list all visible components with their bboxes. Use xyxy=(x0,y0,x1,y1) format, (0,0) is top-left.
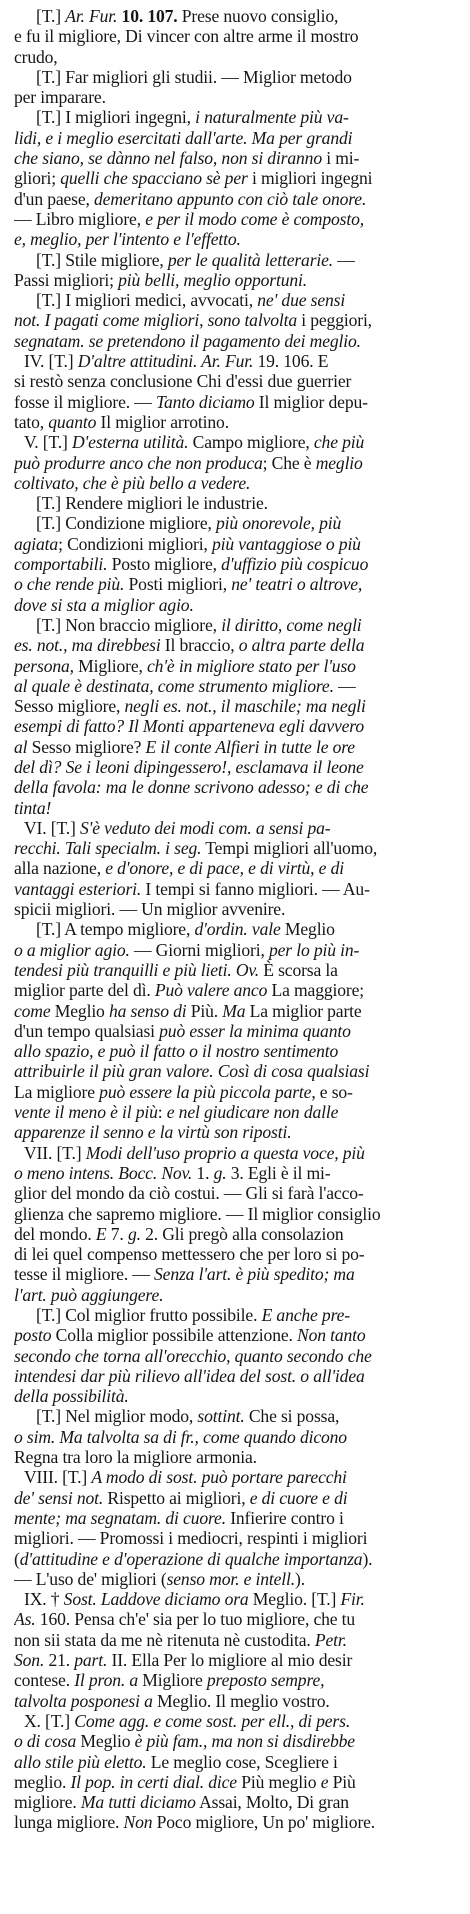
text-line xyxy=(14,1264,456,1284)
text-segment: — L'uso de' migliori ( xyxy=(14,1568,167,1589)
text-segment: o altra parte della xyxy=(238,635,365,656)
text-line xyxy=(14,148,456,168)
text-line xyxy=(14,1630,456,1650)
text-line xyxy=(14,1427,456,1447)
text-segment: i peggiori, xyxy=(297,310,372,331)
text-segment: Meglio xyxy=(280,919,335,940)
text-segment: al xyxy=(14,736,28,757)
text-segment: Assai, Molto, Di gran xyxy=(195,1792,349,1813)
text-segment: [T.] A tempo migliore, xyxy=(36,919,195,940)
text-segment: E anche pre- xyxy=(261,1305,350,1325)
text-segment: ). xyxy=(295,1568,306,1589)
text-segment: può esser la minima quanto xyxy=(159,1020,351,1041)
text-segment: Meglio xyxy=(50,1000,109,1021)
text-line xyxy=(14,1670,456,1690)
text-segment: che siano, se dànno nel falso, non si diranno xyxy=(14,148,322,169)
text-segment: d'attitudine e d'operazione di qualche importanza xyxy=(19,1548,363,1569)
text-segment: — Giorni migliori, xyxy=(129,939,269,960)
text-segment: vente il meno è il più xyxy=(14,1102,158,1123)
text-segment: I tempi si fanno migliori. — Au- xyxy=(141,878,370,899)
text-line xyxy=(14,1731,456,1751)
text-segment: è più fam., ma non si disdirebbe xyxy=(134,1731,355,1752)
text-segment: IV. [T.] xyxy=(24,351,78,372)
text-line xyxy=(14,1488,456,1508)
text-segment: più onorevole, più xyxy=(215,513,342,534)
text-segment: ne' due sensi xyxy=(257,290,346,311)
text-segment: e per il modo come è composto, xyxy=(145,208,364,229)
text-line xyxy=(14,1325,456,1345)
text-segment: Sesso migliore, xyxy=(14,696,125,717)
text-line xyxy=(14,554,456,574)
text-segment: Il pop. in certi dial. dice xyxy=(70,1771,237,1792)
text-segment: ch'è in migliore stato per l'uso xyxy=(147,655,356,676)
text-segment: La migliore xyxy=(14,1081,100,1102)
text-segment: esempi di fatto? Il Monti apparteneva egli davvero xyxy=(14,716,364,737)
text-line xyxy=(14,1224,456,1244)
text-segment: [T.] Non braccio migliore, xyxy=(36,614,222,635)
text-segment: VIII. [T.] xyxy=(24,1467,92,1488)
text-line xyxy=(14,858,456,878)
text-line xyxy=(14,595,456,615)
text-segment: — xyxy=(333,249,355,270)
text-segment: o di cosa xyxy=(14,1731,77,1752)
text-line xyxy=(14,229,456,249)
text-segment: Ar. Fur. xyxy=(65,6,118,26)
text-segment: 3. Egli è il mi- xyxy=(226,1162,331,1183)
text-segment: not. I pagati come migliori, sono talvolta xyxy=(14,310,298,331)
text-segment: migliori. — Promossi i mediocri, respinti i migliori xyxy=(14,1528,368,1549)
text-segment: crudo, xyxy=(14,46,58,67)
text-segment: Non tanto xyxy=(297,1325,366,1346)
text-segment: : xyxy=(157,1102,167,1123)
text-segment: Senza l'art. è più spedito; ma xyxy=(154,1264,355,1285)
text-segment: che più xyxy=(313,432,365,453)
text-segment: II. Ella Per lo migliore al mio desir xyxy=(107,1650,353,1671)
text-segment: demeritano appunto con ciò tale onore. xyxy=(94,188,367,209)
text-line xyxy=(14,1772,456,1792)
text-segment: del mondo. xyxy=(14,1223,96,1244)
text-segment: agiata xyxy=(14,533,59,554)
text-segment: [T.] Col miglior frutto possibile. xyxy=(36,1305,262,1325)
text-segment: d'un tempo qualsiasi xyxy=(14,1020,160,1041)
text-segment: o a miglior agio. xyxy=(14,939,130,960)
text-segment: vantaggi esteriori. xyxy=(14,878,142,899)
text-segment: S'è veduto dei modi com. a sensi pa- xyxy=(79,817,331,838)
text-line xyxy=(14,1122,456,1142)
text-line xyxy=(14,1102,456,1122)
text-segment: d'uffizio più cospicuo xyxy=(221,554,369,575)
text-segment: i migliori ingegni xyxy=(247,168,373,189)
text-segment: Passi migliori; xyxy=(14,269,119,290)
text-segment: Fir. xyxy=(340,1589,365,1610)
text-line xyxy=(14,1346,456,1366)
text-line xyxy=(14,290,456,310)
text-segment: V. [T.] xyxy=(24,432,72,453)
text-segment: E xyxy=(95,1223,107,1244)
text-segment: Son. xyxy=(14,1650,45,1671)
text-line xyxy=(14,1021,456,1041)
text-segment: o che rende più. xyxy=(14,574,125,595)
text-line xyxy=(14,310,456,330)
text-segment: allo stile più eletto. xyxy=(14,1751,147,1772)
text-segment: glior del mondo da ciò costui. — Gli si farà l'acco- xyxy=(14,1183,364,1204)
text-segment: Meglio. [T.] xyxy=(248,1589,341,1610)
text-segment: g. xyxy=(213,1162,227,1183)
text-segment: tato, xyxy=(14,411,49,432)
text-segment: Sesso migliore? xyxy=(27,736,146,757)
text-line xyxy=(14,1406,456,1426)
text-line xyxy=(14,209,456,229)
text-segment: e fu il migliore, Di vincer con altre arme il mostro xyxy=(14,26,359,47)
text-segment: Prese nuovo consiglio, xyxy=(177,6,339,26)
text-segment: IX. † xyxy=(24,1589,64,1610)
text-segment: di lei quel compenso mettessero che per loro si po- xyxy=(14,1244,365,1265)
text-segment: [T.] Far migliori gli studii. — Miglior metodo xyxy=(36,66,352,87)
text-segment: Posti migliori, xyxy=(124,574,232,595)
text-line xyxy=(14,47,456,67)
text-line xyxy=(14,331,456,351)
text-segment: [T.] xyxy=(36,6,66,26)
text-line xyxy=(14,1143,456,1163)
text-line xyxy=(14,615,456,635)
text-segment: [T.] Nel miglior modo, xyxy=(36,1406,198,1427)
text-segment: 21. xyxy=(44,1650,75,1671)
text-segment: non sii stata da me nè ritenuta nè custodita. xyxy=(14,1629,315,1650)
text-segment: Le meglio cose, Scegliere i xyxy=(146,1751,338,1772)
text-segment: È scorsa la xyxy=(259,959,338,980)
text-segment: Colla miglior possibile attenzione. xyxy=(51,1325,297,1346)
text-segment: [T.] I migliori medici, avvocati, xyxy=(36,290,258,311)
text-segment: o meno intens. Bocc. Nov. xyxy=(14,1162,193,1183)
text-segment: più vantaggiose o più xyxy=(212,533,361,554)
text-segment: attribuirle il più gran valore. Così di cosa qualsiasi xyxy=(14,1061,370,1082)
text-line xyxy=(14,1447,456,1467)
text-segment: Campo migliore, xyxy=(188,432,314,453)
text-segment: apparenze il senno e la virtù son riposti. xyxy=(14,1122,292,1143)
text-line xyxy=(14,6,456,26)
text-segment: segnatam. se pretendono il pagamento dei meglio. xyxy=(14,330,361,351)
text-line xyxy=(14,656,456,676)
text-line xyxy=(14,392,456,412)
text-line xyxy=(14,1204,456,1224)
text-segment: per lo più in- xyxy=(268,939,360,960)
text-segment: D'altre attitudini. Ar. Fur. xyxy=(77,351,254,372)
text-line xyxy=(14,716,456,736)
text-segment: lunga migliore. xyxy=(14,1812,124,1833)
text-segment: come xyxy=(14,1000,51,1021)
text-line xyxy=(14,1792,456,1812)
text-line xyxy=(14,980,456,1000)
text-segment: , e so- xyxy=(311,1081,353,1102)
text-line xyxy=(14,351,456,371)
text-line xyxy=(14,1244,456,1264)
text-line xyxy=(14,534,456,554)
text-segment: d'ordin. vale xyxy=(194,919,281,940)
text-segment: intendesi dar più rilievo all'idea del sost. o all'idea xyxy=(14,1365,365,1386)
text-segment: persona, xyxy=(14,655,74,676)
text-segment: Il braccio, xyxy=(160,635,239,656)
text-line xyxy=(14,676,456,696)
text-segment: miglior parte del dì. xyxy=(14,980,155,1001)
text-segment: e di cuore e di xyxy=(249,1487,348,1508)
text-segment: recchi. Tali specialm. i seg. xyxy=(14,838,202,859)
text-segment: X. [T.] xyxy=(24,1710,75,1731)
text-segment: si restò senza conclusione Chi d'essi due guerrier xyxy=(14,371,352,392)
text-segment: Regna tra loro la migliore armonia. xyxy=(14,1447,257,1468)
text-line xyxy=(14,128,456,148)
text-segment: l'art. può aggiungere. xyxy=(14,1284,164,1305)
text-segment: es. not., ma direbbesi xyxy=(14,635,161,656)
text-segment: 10. 107. xyxy=(117,6,178,26)
text-segment: lidi, e i meglio esercitati dall'arte. Ma per grandi xyxy=(14,127,353,148)
text-segment: secondo che torna all'orecchio, quanto secondo che xyxy=(14,1345,372,1366)
text-segment: e nel giudicare non dalle xyxy=(166,1102,339,1123)
text-line xyxy=(14,940,456,960)
text-segment: può produrre anco che non produca xyxy=(14,452,263,473)
text-segment: A modo di sost. può portare parecchi xyxy=(91,1467,347,1488)
text-segment: Infierire contro i xyxy=(225,1507,344,1528)
text-segment: de' sensi not. xyxy=(14,1487,104,1508)
text-segment: [T.] I migliori ingegni, xyxy=(36,107,196,128)
text-line xyxy=(14,513,456,533)
text-segment: part. xyxy=(74,1650,108,1671)
text-line xyxy=(14,168,456,188)
text-line xyxy=(14,250,456,270)
text-segment: [T.] Condizione migliore, xyxy=(36,513,216,534)
text-segment: comportabili. xyxy=(14,554,108,575)
text-segment: Poco migliore, Un po' migliore. xyxy=(152,1812,376,1833)
text-segment: Più. xyxy=(186,1000,223,1021)
text-segment: gliori; xyxy=(14,168,61,189)
text-segment: ; Condizioni migliori, xyxy=(58,533,212,554)
text-segment: Il pron. a xyxy=(74,1670,139,1691)
text-segment: ne' teatri o altrove, xyxy=(231,574,363,595)
text-segment: Petr. xyxy=(314,1629,347,1650)
text-line xyxy=(14,838,456,858)
text-segment: Come agg. e come sost. per ell., di pers. xyxy=(74,1710,351,1731)
text-segment: E il conte Alfieri in tutte le ore xyxy=(145,736,355,757)
text-segment: D'esterna utilità. xyxy=(72,432,189,453)
text-segment: spicii migliori. — Un miglior avvenire. xyxy=(14,899,286,920)
text-line xyxy=(14,1549,456,1569)
text-line xyxy=(14,574,456,594)
text-line xyxy=(14,412,456,432)
text-line xyxy=(14,960,456,980)
text-segment: Più meglio xyxy=(236,1771,321,1792)
text-segment: meglio. xyxy=(14,1771,71,1792)
text-segment: per le qualità letterarie. xyxy=(167,249,334,270)
text-line xyxy=(14,879,456,899)
text-segment: Meglio. Il meglio vostro. xyxy=(152,1690,330,1711)
text-segment: Tanto diciamo xyxy=(155,391,255,412)
text-line xyxy=(14,26,456,46)
text-segment: — xyxy=(333,675,356,696)
text-segment: ; Che è xyxy=(262,452,316,473)
text-line xyxy=(14,1812,456,1832)
text-segment: quanto xyxy=(48,411,97,432)
text-line xyxy=(14,1752,456,1772)
text-line xyxy=(14,1366,456,1386)
text-segment: Sost. Laddove diciamo ora xyxy=(63,1589,249,1610)
text-segment: ( xyxy=(14,1548,20,1569)
text-segment: tendesi più tranquilli e più lieti. Ov. xyxy=(14,959,259,980)
text-segment: i mi- xyxy=(321,148,360,169)
text-segment: 160. Pensa ch'e' sia per lo tuo migliore, che tu xyxy=(35,1609,356,1630)
text-segment: al quale è destinata, come strumento migliore. xyxy=(14,675,334,696)
text-segment: alla nazione, xyxy=(14,858,106,879)
text-line xyxy=(14,798,456,818)
text-segment: senso mor. e intell. xyxy=(166,1568,296,1589)
text-segment: 2. Gli pregò alla consolazion xyxy=(140,1223,344,1244)
text-segment: migliore. xyxy=(14,1792,81,1813)
text-segment: VII. [T.] xyxy=(24,1142,86,1163)
text-line xyxy=(14,1528,456,1548)
text-line xyxy=(14,635,456,655)
text-segment: quelli che spacciano sè per xyxy=(60,168,248,189)
text-segment: As. xyxy=(14,1609,36,1630)
text-segment: e xyxy=(320,1771,329,1792)
text-segment: contese. xyxy=(14,1670,75,1691)
text-line xyxy=(14,1163,456,1183)
text-line xyxy=(14,1061,456,1081)
text-line xyxy=(14,1508,456,1528)
text-line xyxy=(14,777,456,797)
text-line xyxy=(14,493,456,513)
text-line xyxy=(14,1609,456,1629)
text-segment: posto xyxy=(14,1325,52,1346)
text-segment: Ma tutti diciamo xyxy=(80,1792,196,1813)
text-segment: La miglior parte xyxy=(245,1000,362,1021)
text-segment: può essere la più piccola parte xyxy=(99,1081,312,1102)
text-segment: Modi dell'uso proprio a questa voce, più xyxy=(85,1142,365,1163)
text-line xyxy=(14,757,456,777)
text-segment: Migliore xyxy=(138,1670,207,1691)
text-line xyxy=(14,1041,456,1061)
text-segment: Posto migliore, xyxy=(107,554,222,575)
text-segment: glienza che sapremo migliore. — Il miglior consiglio xyxy=(14,1203,381,1224)
text-segment: Tempi migliori all'uomo, xyxy=(201,838,378,859)
text-line xyxy=(14,1650,456,1670)
text-line xyxy=(14,1082,456,1102)
text-segment: VI. [T.] xyxy=(24,817,80,838)
text-line xyxy=(14,1711,456,1731)
text-segment: coltivato, che è più bello a vedere. xyxy=(14,472,251,493)
text-segment: o sim. Ma talvolta sa di fr., come quando dicono xyxy=(14,1426,347,1447)
text-segment: Può valere anco xyxy=(154,980,268,1001)
text-segment: negli es. not., il maschile; ma negli xyxy=(124,696,366,717)
text-segment: Meglio xyxy=(76,1731,135,1752)
text-line xyxy=(14,87,456,107)
text-line xyxy=(14,1467,456,1487)
text-segment: e, meglio, per l'intento e l'effetto. xyxy=(14,229,241,250)
text-segment: 19. 106. E xyxy=(253,351,329,372)
text-segment: 7. xyxy=(106,1223,128,1244)
text-segment: ha senso di xyxy=(108,1000,187,1021)
text-segment: della favola: ma le donne scrivono adesso; e di che xyxy=(14,777,369,798)
text-segment: Migliore, xyxy=(73,655,148,676)
text-segment: Non xyxy=(123,1812,153,1833)
text-segment: più belli, meglio opportuni. xyxy=(118,269,307,290)
text-segment: La maggiore; xyxy=(267,980,364,1001)
text-segment: della possibilità. xyxy=(14,1386,129,1407)
text-segment: g. xyxy=(127,1223,141,1244)
text-segment: Più xyxy=(328,1771,356,1792)
text-segment: i naturalmente più va- xyxy=(195,107,349,128)
text-line xyxy=(14,473,456,493)
text-line xyxy=(14,1001,456,1021)
text-segment: sottint. xyxy=(197,1406,245,1427)
text-line xyxy=(14,1691,456,1711)
text-segment: 1. xyxy=(192,1162,214,1183)
text-segment: preposto sempre, xyxy=(206,1670,325,1691)
text-line xyxy=(14,818,456,838)
text-line xyxy=(14,1285,456,1305)
text-line xyxy=(14,919,456,939)
text-segment: Ma xyxy=(222,1000,246,1021)
text-segment: dove si sta a miglior agio. xyxy=(14,594,194,615)
text-line xyxy=(14,737,456,757)
text-segment: Rispetto ai migliori, xyxy=(103,1487,250,1508)
text-segment: tesse il migliore. — xyxy=(14,1264,155,1285)
text-line xyxy=(14,189,456,209)
text-segment: del dì? Se i leoni dipingessero!, esclamava il leone xyxy=(14,756,364,777)
text-segment: Il miglior arrotino. xyxy=(96,411,229,432)
text-line xyxy=(14,270,456,290)
text-segment: talvolta posponesi a xyxy=(14,1690,153,1711)
text-segment: ). xyxy=(362,1548,373,1569)
text-line xyxy=(14,1305,456,1325)
text-segment: [T.] Rendere migliori le industrie. xyxy=(36,493,268,514)
text-line xyxy=(14,432,456,452)
text-line xyxy=(14,696,456,716)
text-segment: Il miglior depu- xyxy=(254,391,368,412)
text-line xyxy=(14,899,456,919)
text-line xyxy=(14,107,456,127)
text-line xyxy=(14,1183,456,1203)
text-segment: per imparare. xyxy=(14,87,106,108)
text-segment: meglio xyxy=(315,452,363,473)
text-segment: mente; ma segnatam. di cuore. xyxy=(14,1507,226,1528)
text-segment: [T.] Stile migliore, xyxy=(36,249,168,270)
text-line xyxy=(14,371,456,391)
text-line xyxy=(14,1589,456,1609)
text-segment: d'un paese, xyxy=(14,188,95,209)
text-segment: tinta! xyxy=(14,797,52,818)
text-segment: Che si possa, xyxy=(244,1406,340,1427)
text-segment: fosse il migliore. — xyxy=(14,391,156,412)
text-line xyxy=(14,1569,456,1589)
text-segment: il diritto, come negli xyxy=(221,614,362,635)
text-line xyxy=(14,1386,456,1406)
text-segment: e d'onore, e di pace, e di virtù, e di xyxy=(105,858,344,879)
text-line xyxy=(14,453,456,473)
text-segment: allo spazio, e può il fatto o il nostro sentimento xyxy=(14,1041,339,1062)
text-segment: — Libro migliore, xyxy=(14,208,146,229)
text-line xyxy=(14,67,456,87)
